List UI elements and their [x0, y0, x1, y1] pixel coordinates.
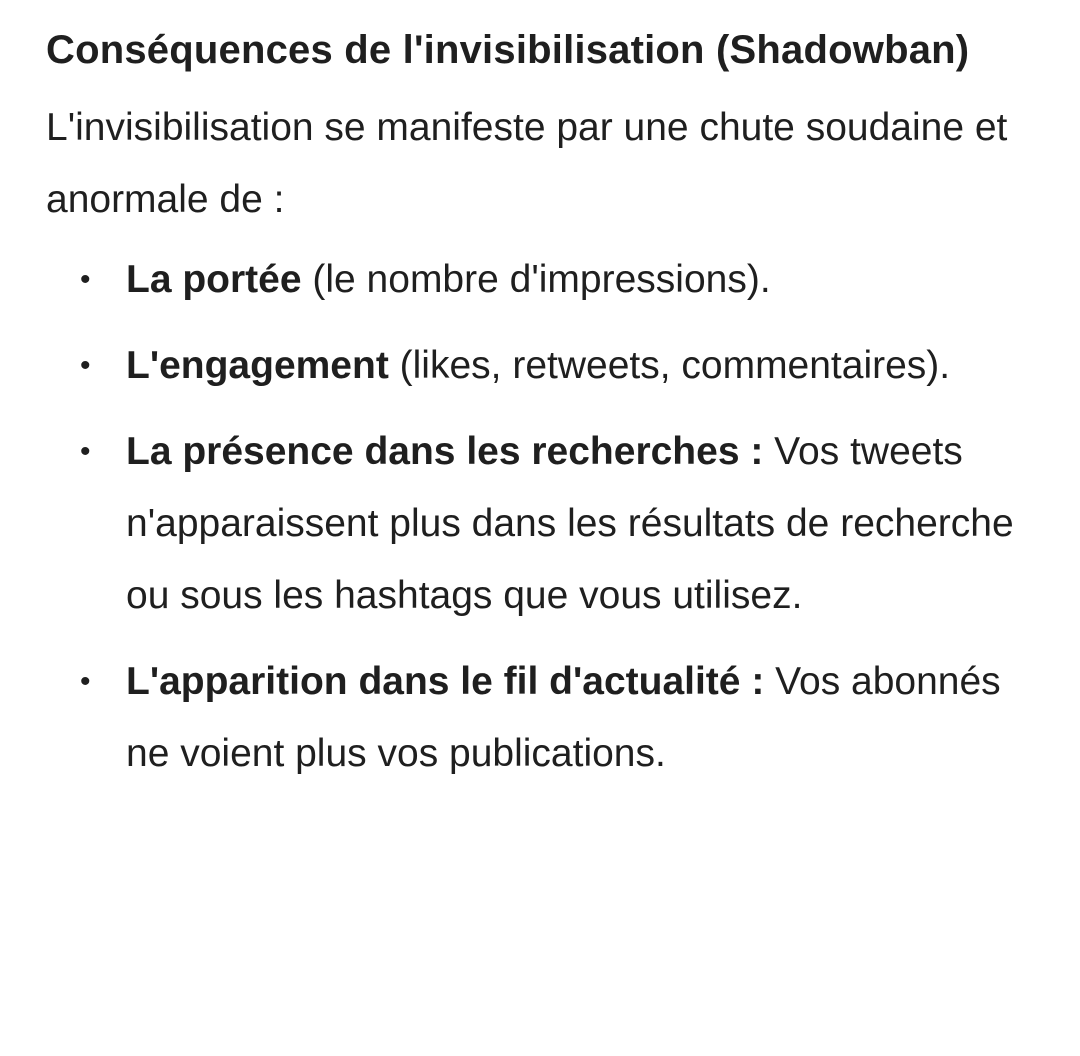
- consequences-list: [46, 244, 1040, 790]
- list-item-term: L'engagement: [126, 344, 389, 387]
- list-item: [46, 416, 1040, 632]
- list-item: [46, 244, 1040, 316]
- list-item-term: La portée: [126, 258, 302, 301]
- bullet-icon: •: [80, 263, 91, 296]
- list-item-term: La présence dans les recherches :: [126, 430, 764, 473]
- list-item-text: Vos tweets n'apparaissent plus dans les résultats de recherche ou sous les hashtags que vous utilisez.: [126, 430, 1014, 617]
- list-item-text: (le nombre d'impressions).: [301, 258, 771, 301]
- list-item-text: Vos abonnés ne voient plus vos publications.: [126, 660, 1001, 775]
- intro-paragraph: L'invisibilisation se manifeste par une chute soudaine et anormale de :: [46, 106, 1008, 221]
- list-item-term: L'apparition dans le fil d'actualité :: [126, 660, 765, 703]
- bullet-icon: •: [80, 349, 91, 382]
- list-item: [46, 646, 1040, 790]
- bullet-icon: •: [80, 665, 91, 698]
- bullet-icon: •: [80, 435, 91, 468]
- list-item-text: (likes, retweets, commentaires).: [388, 344, 951, 387]
- section-heading: Conséquences de l'invisibilisation (Shadowban): [46, 28, 970, 72]
- list-item: [46, 330, 1040, 402]
